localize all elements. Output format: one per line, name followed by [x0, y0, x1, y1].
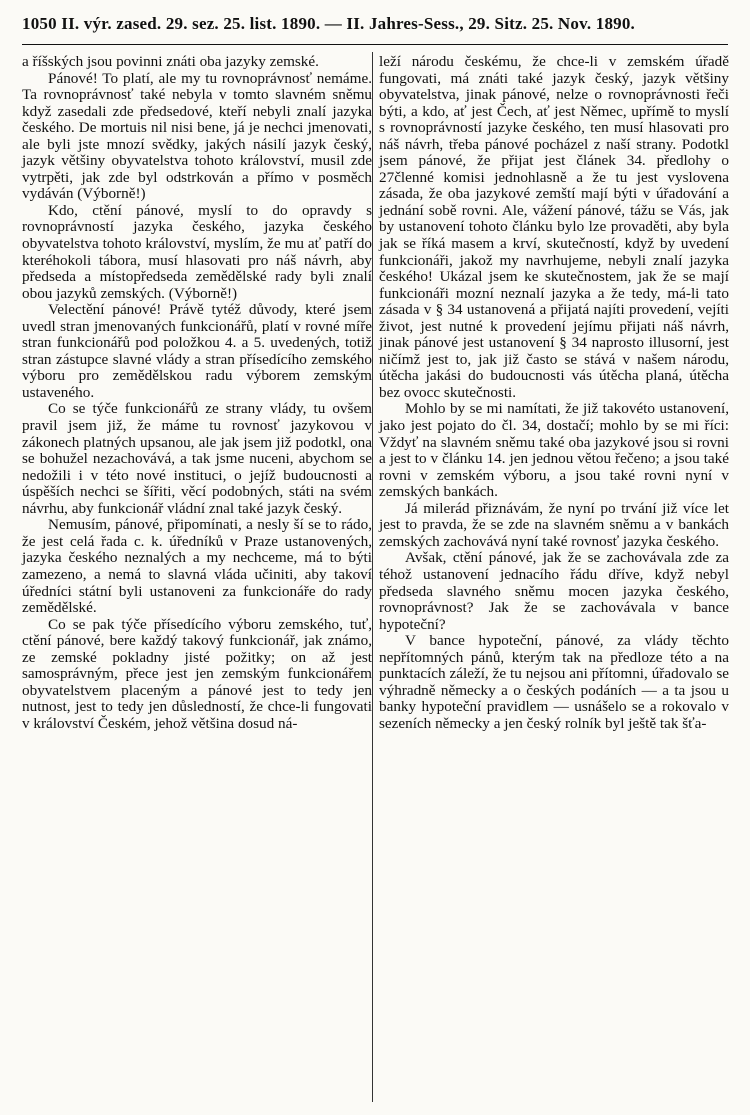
right-paragraph-1: leží národu českému, že chce-li v zemském úřadě fungovati, má znáti také jazyk český, jazyk většiny obyvatelstva, jinak pánové, nelze o rovnoprávnosti řeči býti, a kdo, ať jest Čech, ať jest Němec, upřímě to myslí s rovnoprávností jazyke českého, ten musí hlasovati pro náš návrh, třeba pánové pocházel z naší strany. Podotkl jsem pánové, že přijat jest článek 34. předlohy o 27členné komisi jednohlasně a že tu jest vyslovena zásada, že oba jazykové zemští mají býti v úřadování a jednání sobě rovni. Ale, vážení pánové, tážu se Vás, jak by ustanovení tohoto článku bylo lze provaděti, aby byla jak se říká masem a krví, skutečností, když by uvedení funkcionáři, jakož my navrhujeme, nebyli znalí jazyka českého! Ukázal jsem ke skutečnostem, jak že se mají funkcionáři mozní neznalí jazyka a že tedy, má-li tato zásada v § 34 ustanovená a přijatá najíti provedení, vejíti život, jest nutné k provedení jejímu přijati náš návrh, jinak pánové jest ustanovení § 34 naprosto illusorní, jest ničímž jest to, jak již často se stává v našem národu, útěcha jakási do budoucnosti vás útěcha planá, útěcha bez ovocc skutečnosti.	[379, 53, 729, 401]
header-rule	[22, 44, 728, 45]
left-paragraph-5: Co se týče funkcionářů ze strany vlády, tu ovšem pravil jsem již, že máme tu rovnosť jazykovou v zákonech platných upsanou, ale jak jsem již podotkl, ona se bohužel nezachovává, a tak jsme nuceni, abychom se nedožili i v této nové instituci, o jejíž budoucnosti a úspěších nechci se šířiti, věcí podobných, státi na svém návrhu, aby funkcionář vládní znal také jazyk český.	[22, 400, 372, 517]
right-paragraph-3: Já milerád přiznávám, že nyní po trvání již více let jest to pravda, že se zde na slavném sněmu a v bankách zemských zachovává nyní také rovnosť jazyka českého.	[379, 499, 729, 550]
column-divider	[372, 52, 373, 1102]
left-paragraph-6: Nemusím, pánové, připomínati, a nesly ší se to rádo, že jest celá řada c. k. úředníků v Praze ustanovených, jazyka českého neznalých a my nechceme, má to býti zamezeno, a nemá to slavná vláda učiniti, aby takoví úředníci státní byli ustanoveni za funkcionáře do rady zemědělské.	[22, 516, 372, 617]
left-paragraph-4: Velectění pánové! Právě tytéž důvody, které jsem uvedl stran jmenovaných funkcionářů, platí v rovné míře stran funkcionářů pod položkou 4. a 5. uvedených, totiž stran zástupce slavné vlády a stran přísedícího zemského výboru pro zemědělskou radu výborem zemským ustaveného.	[22, 301, 372, 401]
left-column	[22, 54, 372, 732]
left-paragraph-2: Pánové! To platí, ale my tu rovnoprávnosť nemáme. Ta rovnoprávnosť také nebyla v tomto slavném sněmu když zasedali zde předsedové, kteří nebyli znalí jazyka českého. De mortuis nil nisi bene, já je nechci jmenovati, ale byli jste mnozí svědky, jakých násilí jazyk český, jazyk většiny obyvatelstva tohoto království, musil zde vytrpěti, jak zde byl odstrkován a přímo v posměch vydáván (Výborně!)	[22, 69, 372, 203]
right-column	[379, 54, 729, 732]
left-paragraph-1: a říšských jsou povinni znáti oba jazyky zemské.	[22, 53, 319, 70]
left-paragraph-7: Co se pak týče přísedícího výboru zemského, tuť, ctění pánové, bere každý takový funkcionář, jak známo, ze zemské pokladny jisté požitky; on až jest samosprávným, přece jest jen zemským funkcionářem obyvatelstvem placeným a pánové jest to tedy jen nutnost, jest to tedy jen důsledností, že chce-li fungovati v království Českém, jehož většina dosud ná-	[22, 615, 372, 732]
left-paragraph-3: Kdo, ctění pánové, myslí to do opravdy s rovnoprávností jazyka českého, jazyka českého obyvatelstva tohoto království, myslím, že mu ať patří do kteréhokoli tábora, musí hlasovati pro náš návrh, aby předseda a místopředseda zemědělské rady byli znalí obou jazyků zemských. (Výborně!)	[22, 201, 372, 302]
right-paragraph-5: V bance hypoteční, pánové, za vlády těchto nepřítomných pánů, kterým tak na předloze této a na punktacích záleží, že tu nejsou ani přítomni, úřadovalo se výhradně německy a o českých podáních — a ta jsou u banky hypoteční pravidlem — usnášelo se a rokovalo v sezeních německy a jen český rolník byl ještě tak šťa-	[379, 632, 729, 732]
right-paragraph-2: Mohlo by se mi namítati, že již takovéto ustanovení, jako jest pojato do čl. 34, dostačí; mohlo by se mi říci: Vždyť na slavném sněmu také oba jazykové jsou si rovni a jest to v článku 14. jen jednou větou řečeno; a jsou také rovni v zemském výboru, a jsou také rovni nyní v zemských bankách.	[379, 400, 729, 501]
right-paragraph-4: Avšak, ctění pánové, jak že se zachovávala zde za téhož ustanovení jednacího řádu dříve, když nebyl předseda slavného sněmu mocen jazyka českého, rovnoprávnost? Jak že se zachovávala v bance hypoteční?	[379, 549, 729, 633]
page-header: 1050 II. výr. zased. 29. sez. 25. list. 1890. — II. Jahres-Sess., 29. Sitz. 25. Nov. 1890.	[22, 14, 636, 33]
